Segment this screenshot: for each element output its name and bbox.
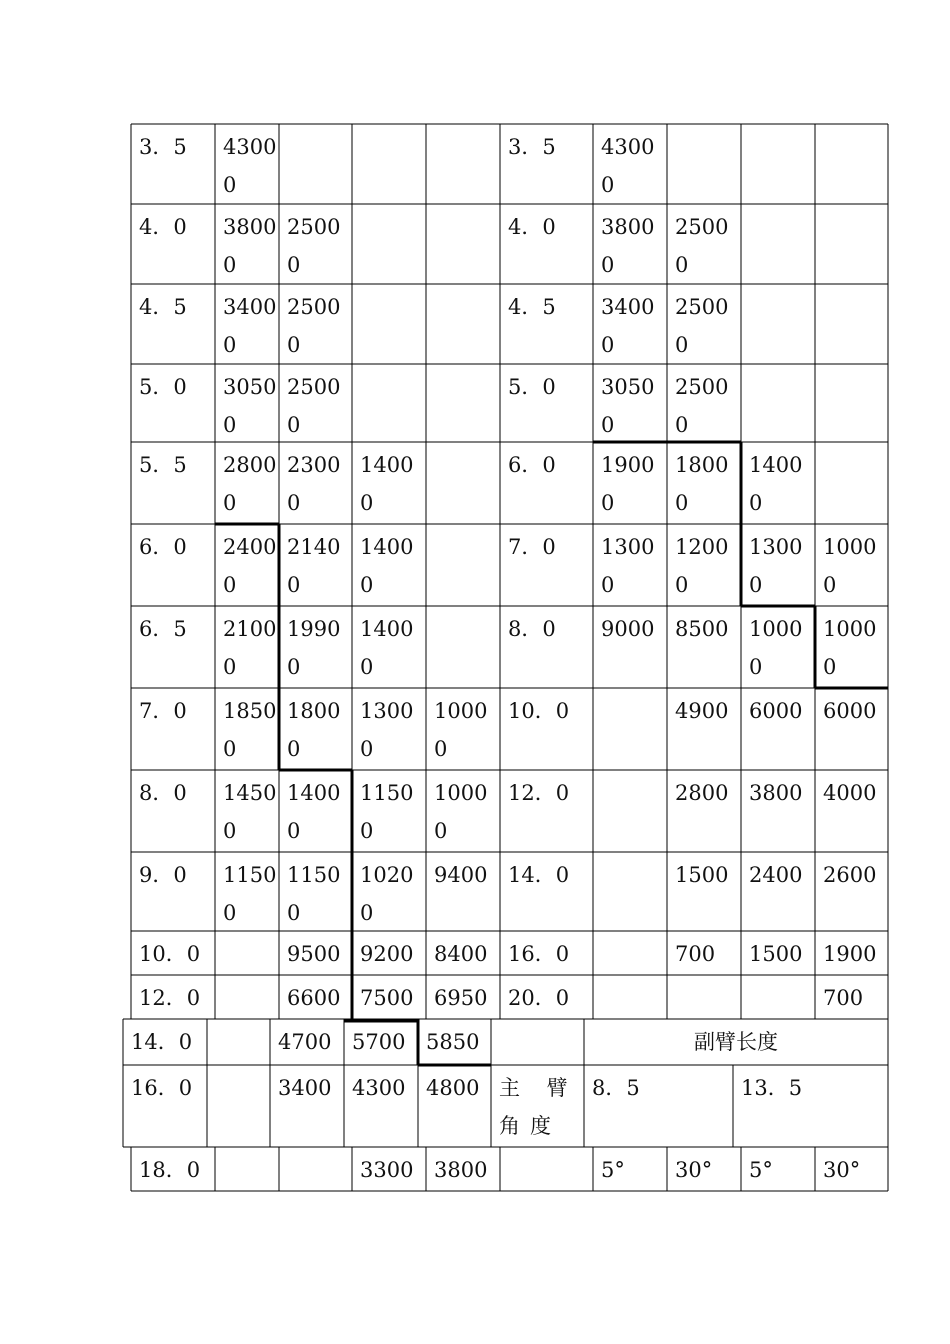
cell-r7-c2: 18000: [287, 699, 341, 761]
cell-r10-c3: 9200: [360, 942, 414, 966]
cell-row18-col2: [279, 1147, 352, 1191]
cell-r4-c7: 18000: [675, 453, 729, 515]
cell-r1-c5: 4．0: [508, 215, 556, 239]
cell-row16-col3: 4300: [352, 1076, 406, 1100]
cell-row14-col0: 14．0: [131, 1030, 193, 1054]
cell-r11-c4: 6950: [434, 986, 488, 1010]
cell-r10-c1: [215, 931, 279, 975]
cell-r0-c5: 3．5: [508, 135, 556, 159]
cell-r2-c7: 25000: [675, 295, 729, 357]
cell-r4-c5: 6．0: [508, 453, 556, 477]
cell-r6-c5: 8．0: [508, 617, 556, 641]
cell-r8-c2: 14000: [287, 781, 341, 843]
cell-r10-c0: 10．0: [139, 942, 201, 966]
cell-r8-c7: 2800: [675, 781, 729, 805]
cell-r6-c9: 10000: [823, 617, 877, 679]
cell-r0-c4: [426, 124, 500, 204]
cell-r11-c8: [741, 975, 815, 1019]
cell-r3-c5: 5．0: [508, 375, 556, 399]
cell-row18-col7: 30°: [675, 1158, 713, 1182]
cell-r2-c6: 34000: [601, 295, 655, 357]
cell-r5-c1: 24000: [223, 535, 277, 597]
cell-r5-c5: 7．0: [508, 535, 556, 559]
cell-r0-c0: 3．5: [139, 135, 187, 159]
cell-row14-col4: 5850: [426, 1030, 480, 1054]
cell-row18-col9: 30°: [823, 1158, 861, 1182]
cell-r1-c6: 38000: [601, 215, 655, 277]
cell-r1-c0: 4．0: [139, 215, 187, 239]
cell-r7-c9: 6000: [823, 699, 877, 723]
cell-r2-c4: [426, 284, 500, 364]
cell-row14-col3: 5700: [352, 1030, 406, 1054]
cell-r9-c3: 10200: [360, 863, 414, 925]
cell-r6-c7: 8500: [675, 617, 729, 641]
cell-r9-c9: 2600: [823, 863, 877, 887]
cell-r3-c8: [741, 364, 815, 442]
cell-r3-c1: 30500: [223, 375, 277, 437]
cell-row18-col3: 3300: [360, 1158, 414, 1182]
cell-r6-c8: 10000: [749, 617, 803, 679]
cell-r7-c8: 6000: [749, 699, 803, 723]
cell-row14-col1: [207, 1019, 270, 1065]
cell-r0-c6: 43000: [601, 135, 655, 197]
cell-r10-c5: 16．0: [508, 942, 570, 966]
cell-row16-col0: 16．0: [131, 1076, 193, 1100]
cell-r2-c1: 34000: [223, 295, 277, 357]
jib-length-8-5: 8．5: [592, 1076, 640, 1100]
cell-r5-c3: 14000: [360, 535, 414, 597]
cell-r3-c3: [352, 364, 426, 442]
cell-r7-c0: 7．0: [139, 699, 187, 723]
cell-r4-c1: 28000: [223, 453, 277, 515]
cell-r3-c7: 25000: [675, 375, 729, 437]
cell-r9-c6: [593, 852, 667, 931]
cell-row18-col1: [215, 1147, 279, 1191]
cell-r2-c3: [352, 284, 426, 364]
cell-r6-c0: 6．5: [139, 617, 187, 641]
cell-r10-c9: 1900: [823, 942, 877, 966]
cell-r3-c9: [815, 364, 888, 442]
cell-r0-c3: [352, 124, 426, 204]
cell-r7-c1: 18500: [223, 699, 277, 761]
cell-r10-c2: 9500: [287, 942, 341, 966]
cell-row18-col0: 18．0: [139, 1158, 201, 1182]
cell-r5-c0: 6．0: [139, 535, 187, 559]
cell-row16-col2: 3400: [278, 1076, 332, 1100]
cell-r1-c9: [815, 204, 888, 284]
cell-r5-c4: [426, 524, 500, 606]
cell-r6-c2: 19900: [287, 617, 341, 679]
cell-r8-c9: 4000: [823, 781, 877, 805]
cell-r4-c3: 14000: [360, 453, 414, 515]
cell-r0-c9: [815, 124, 888, 204]
cell-r8-c4: 10000: [434, 781, 488, 843]
cell-r8-c1: 14500: [223, 781, 277, 843]
cell-r9-c1: 11500: [223, 863, 277, 925]
cell-r4-c0: 5．5: [139, 453, 187, 477]
cell-row18-col6: 5°: [601, 1158, 625, 1182]
cell-r1-c1: 38000: [223, 215, 277, 277]
jib-length-header: 副臂长度: [694, 1030, 778, 1054]
cell-r8-c0: 8．0: [139, 781, 187, 805]
cell-row16-col1: [207, 1065, 270, 1147]
cell-r6-c6: 9000: [601, 617, 655, 641]
cell-r10-c4: 8400: [434, 942, 488, 966]
cell-r7-c6: [593, 688, 667, 770]
cell-r6-c1: 21000: [223, 617, 277, 679]
cell-row18-col5: [500, 1147, 593, 1191]
cell-row18-col4: 3800: [434, 1158, 488, 1182]
cell-r3-c2: 25000: [287, 375, 341, 437]
cell-r0-c8: [741, 124, 815, 204]
cell-r8-c6: [593, 770, 667, 852]
cell-r8-c8: 3800: [749, 781, 803, 805]
cell-r8-c3: 11500: [360, 781, 414, 843]
cell-r2-c5: 4．5: [508, 295, 556, 319]
cell-r9-c7: 1500: [675, 863, 729, 887]
cell-r11-c0: 12．0: [139, 986, 201, 1010]
cell-r4-c6: 19000: [601, 453, 655, 515]
cell-r11-c3: 7500: [360, 986, 414, 1010]
cell-r7-c3: 13000: [360, 699, 414, 761]
cell-r7-c7: 4900: [675, 699, 729, 723]
cell-r9-c8: 2400: [749, 863, 803, 887]
cell-r5-c6: 13000: [601, 535, 655, 597]
cell-r11-c7: [667, 975, 741, 1019]
cell-r10-c6: [593, 931, 667, 975]
cell-r9-c5: 14．0: [508, 863, 570, 887]
cell-r2-c0: 4．5: [139, 295, 187, 319]
cell-r1-c3: [352, 204, 426, 284]
cell-r4-c9: [815, 442, 888, 524]
cell-row14-col2: 4700: [278, 1030, 332, 1054]
cell-r9-c4: 9400: [434, 863, 488, 887]
cell-r7-c4: 10000: [434, 699, 488, 761]
cell-r1-c8: [741, 204, 815, 284]
cell-r1-c2: 25000: [287, 215, 341, 277]
cell-r5-c7: 12000: [675, 535, 729, 597]
cell-r11-c2: 6600: [287, 986, 341, 1010]
cell-r4-c2: 23000: [287, 453, 341, 515]
cell-r9-c0: 9．0: [139, 863, 187, 887]
cell-r10-c7: 700: [675, 942, 716, 966]
cell-r3-c0: 5．0: [139, 375, 187, 399]
cell-r2-c8: [741, 284, 815, 364]
cell-r1-c4: [426, 204, 500, 284]
cell-r2-c9: [815, 284, 888, 364]
cell-r4-c8: 14000: [749, 453, 803, 515]
cell-r1-c7: 25000: [675, 215, 729, 277]
main-boom-angle-label: 主 臂角度: [499, 1076, 578, 1138]
cell-r9-c2: 11500: [287, 863, 341, 925]
cell-r3-c6: 30500: [601, 375, 655, 437]
cell-r5-c2: 21400: [287, 535, 341, 597]
cell-r2-c2: 25000: [287, 295, 341, 357]
cell-row16-col4: 4800: [426, 1076, 480, 1100]
cell-r0-c2: [279, 124, 352, 204]
cell-r11-c6: [593, 975, 667, 1019]
cell-r10-c8: 1500: [749, 942, 803, 966]
cell-row18-col8: 5°: [749, 1158, 773, 1182]
cell-r0-c1: 43000: [223, 135, 277, 197]
cell-r0-c7: [667, 124, 741, 204]
cell-r4-c4: [426, 442, 500, 524]
cell-r11-c9: 700: [823, 986, 864, 1010]
cell-r5-c9: 10000: [823, 535, 877, 597]
cell-r8-c5: 12．0: [508, 781, 570, 805]
jib-length-13-5: 13．5: [741, 1076, 803, 1100]
cell-r5-c8: 13000: [749, 535, 803, 597]
cell-r3-c4: [426, 364, 500, 442]
cell-r6-c3: 14000: [360, 617, 414, 679]
cell-r6-c4: [426, 606, 500, 688]
cell-r7-c5: 10．0: [508, 699, 570, 723]
cell-r11-c5: 20．0: [508, 986, 570, 1010]
cell-r11-c1: [215, 975, 279, 1019]
